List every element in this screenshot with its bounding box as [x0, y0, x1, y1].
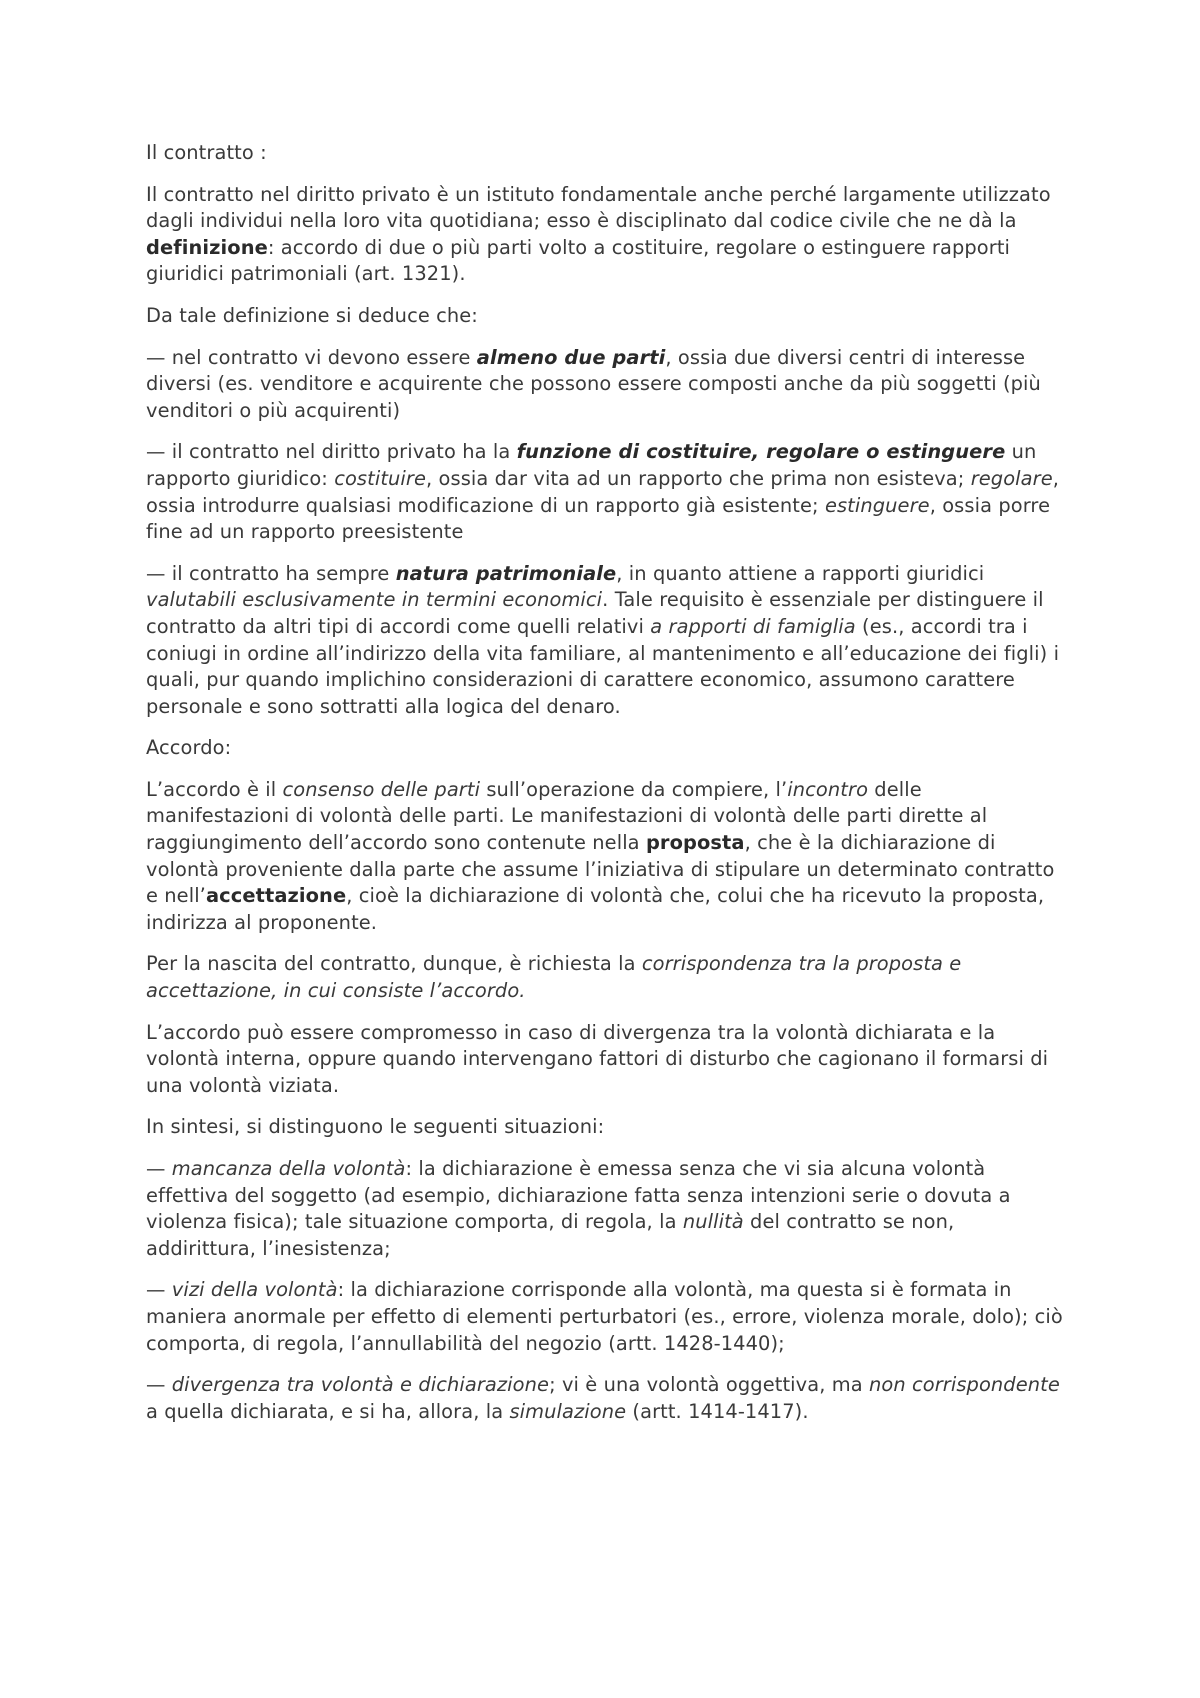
- text-run: — nel contratto vi devono essere: [146, 345, 477, 369]
- italic-term: corrispondenza tra la proposta e accettazione, in cui consiste l’accordo.: [146, 952, 962, 1003]
- bold-term-accettazione: accettazione: [205, 884, 347, 908]
- text-run: —: [146, 1157, 172, 1180]
- text-run: : la dichiarazione corrisponde alla volontà, ma questa si è formata in maniera anormale per effetto di elementi perturbatori (es., errore, violenza morale, dolo); ciò comporta, di regola, l’annullabilità del negozio (artt. 1428-1440);: [146, 1278, 1063, 1355]
- document-heading: Il contratto :: [146, 141, 267, 164]
- paragraph-definition: [146, 182, 1066, 288]
- text-run: , ossia dar vita ad un rapporto che prima non esisteva;: [426, 466, 971, 490]
- italic-term: incontro: [787, 777, 869, 801]
- text-run: del contratto se non, addirittura, l’inesistenza;: [146, 1210, 955, 1260]
- paragraph-divergenza: [146, 1372, 1066, 1425]
- italic-term: simulazione: [509, 1399, 627, 1423]
- italic-term: estinguere: [824, 493, 930, 517]
- paragraph-funzione: [146, 439, 1066, 545]
- bold-italic-term: almeno due parti: [476, 345, 666, 369]
- italic-term: non corrispondente: [868, 1373, 1060, 1397]
- italic-term: costituire: [334, 466, 427, 490]
- text-run: , ossia due diversi centri di interesse diversi (es. venditore e acquirente che possono essere composti anche da più soggetti (più venditori o più acquirenti): [146, 345, 1041, 422]
- italic-term: regolare: [970, 466, 1053, 490]
- text-run: (es., accordi tra i coniugi in ordine all’indirizzo della vita familiare, al mantenimento e all’educazione dei figli) i quali, pur quando implichino considerazioni di carattere economico, assumono carattere personale e sono sottratti alla logica del denaro.: [146, 614, 1060, 718]
- text-run: —: [146, 1278, 172, 1302]
- text-run: — il contratto ha sempre: [146, 561, 396, 585]
- bold-term-proposta: proposta: [645, 831, 745, 855]
- text-run: : accordo di due o più parti volto a costituire, regolare o estinguere rapporti giuridici patrimoniali (art. 1321).: [146, 235, 1011, 286]
- text-run: un rapporto giuridico:: [146, 440, 1037, 490]
- text-run: Il contratto nel diritto privato è un istituto fondamentale anche perché largamente utilizzato dagli individui nella loro vita quotidiana; esso è disciplinato dal codice civile che ne dà la: [146, 182, 1051, 233]
- italic-term: divergenza tra volontà e dichiarazione: [171, 1373, 550, 1397]
- text-run: Per la nascita del contratto, dunque, è richiesta la: [146, 952, 642, 976]
- text-run: (artt. 1414-1417).: [626, 1399, 809, 1423]
- text-run: L’accordo è il: [146, 777, 283, 801]
- text-run: , che è la dichiarazione di volontà proveniente dalla parte che assume l’iniziativa di stipulare un determinato contratto e nell’: [146, 831, 1055, 908]
- text-run: . Tale requisito è essenziale per distinguere il contratto da altri tipi di accordi come quelli relativi: [146, 588, 1044, 638]
- italic-term: consenso delle parti: [282, 777, 481, 801]
- paragraph-almeno-due-parti: [146, 345, 1066, 425]
- paragraph-natura-patrimoniale: [146, 561, 1066, 721]
- text-run: — il contratto nel diritto privato ha la: [146, 440, 517, 464]
- document-page: [146, 140, 1066, 1440]
- paragraph-sintesi-intro: In sintesi, si distinguono le seguenti situazioni:: [146, 1115, 605, 1139]
- italic-term: nullità: [682, 1210, 744, 1234]
- bold-italic-term: natura patrimoniale: [395, 561, 617, 585]
- paragraph-accordo: [146, 777, 1066, 937]
- paragraph-nascita-contratto: [146, 951, 1066, 1004]
- text-run: a quella dichiarata, e si ha, allora, la: [146, 1399, 510, 1423]
- paragraph-vizi-volonta: [146, 1277, 1066, 1357]
- paragraph-accordo-compromesso: L’accordo può essere compromesso in caso di divergenza tra la volontà dichiarata e la volontà interna, oppure quando intervengano fattori di disturbo che cagionano il formarsi di una volontà viziata.: [146, 1020, 1049, 1097]
- text-run: , cioè la dichiarazione di volontà che, colui che ha ricevuto la proposta, indirizza al proponente.: [146, 884, 1045, 934]
- italic-term: a rapporti di famiglia: [650, 614, 856, 638]
- text-run: , ossia introdurre qualsiasi modificazione di un rapporto già esistente;: [146, 466, 1059, 517]
- italic-term: vizi della volontà: [171, 1278, 338, 1302]
- text-run: : la dichiarazione è emessa senza che vi sia alcuna volontà effettiva del soggetto (ad esempio, dichiarazione fatta senza intenzioni serie o dovuta a violenza fisica); tale situazione comporta, di regola, la: [146, 1157, 1011, 1234]
- text-run: sull’operazione da compiere, l’: [480, 777, 788, 801]
- paragraph-mancanza-volonta: [146, 1156, 1066, 1262]
- paragraph-deduction-intro: Da tale definizione si deduce che:: [146, 303, 478, 327]
- bold-italic-term: funzione di costituire, regolare o estinguere: [516, 440, 1006, 464]
- section-heading-accordo: Accordo:: [146, 736, 232, 760]
- italic-term: valutabili esclusivamente in termini economici: [146, 588, 603, 612]
- italic-term: mancanza della volontà: [171, 1157, 406, 1180]
- bold-term-definizione: definizione: [146, 235, 268, 259]
- text-run: —: [146, 1373, 172, 1397]
- text-run: , in quanto attiene a rapporti giuridici: [616, 561, 985, 585]
- text-run: delle manifestazioni di volontà delle parti. Le manifestazioni di volontà delle parti dirette al raggiungimento dell’accordo sono contenute nella: [146, 777, 988, 855]
- text-run: ; vi è una volontà oggettiva, ma: [549, 1373, 869, 1397]
- text-run: , ossia porre fine ad un rapporto preesistente: [146, 493, 1051, 544]
